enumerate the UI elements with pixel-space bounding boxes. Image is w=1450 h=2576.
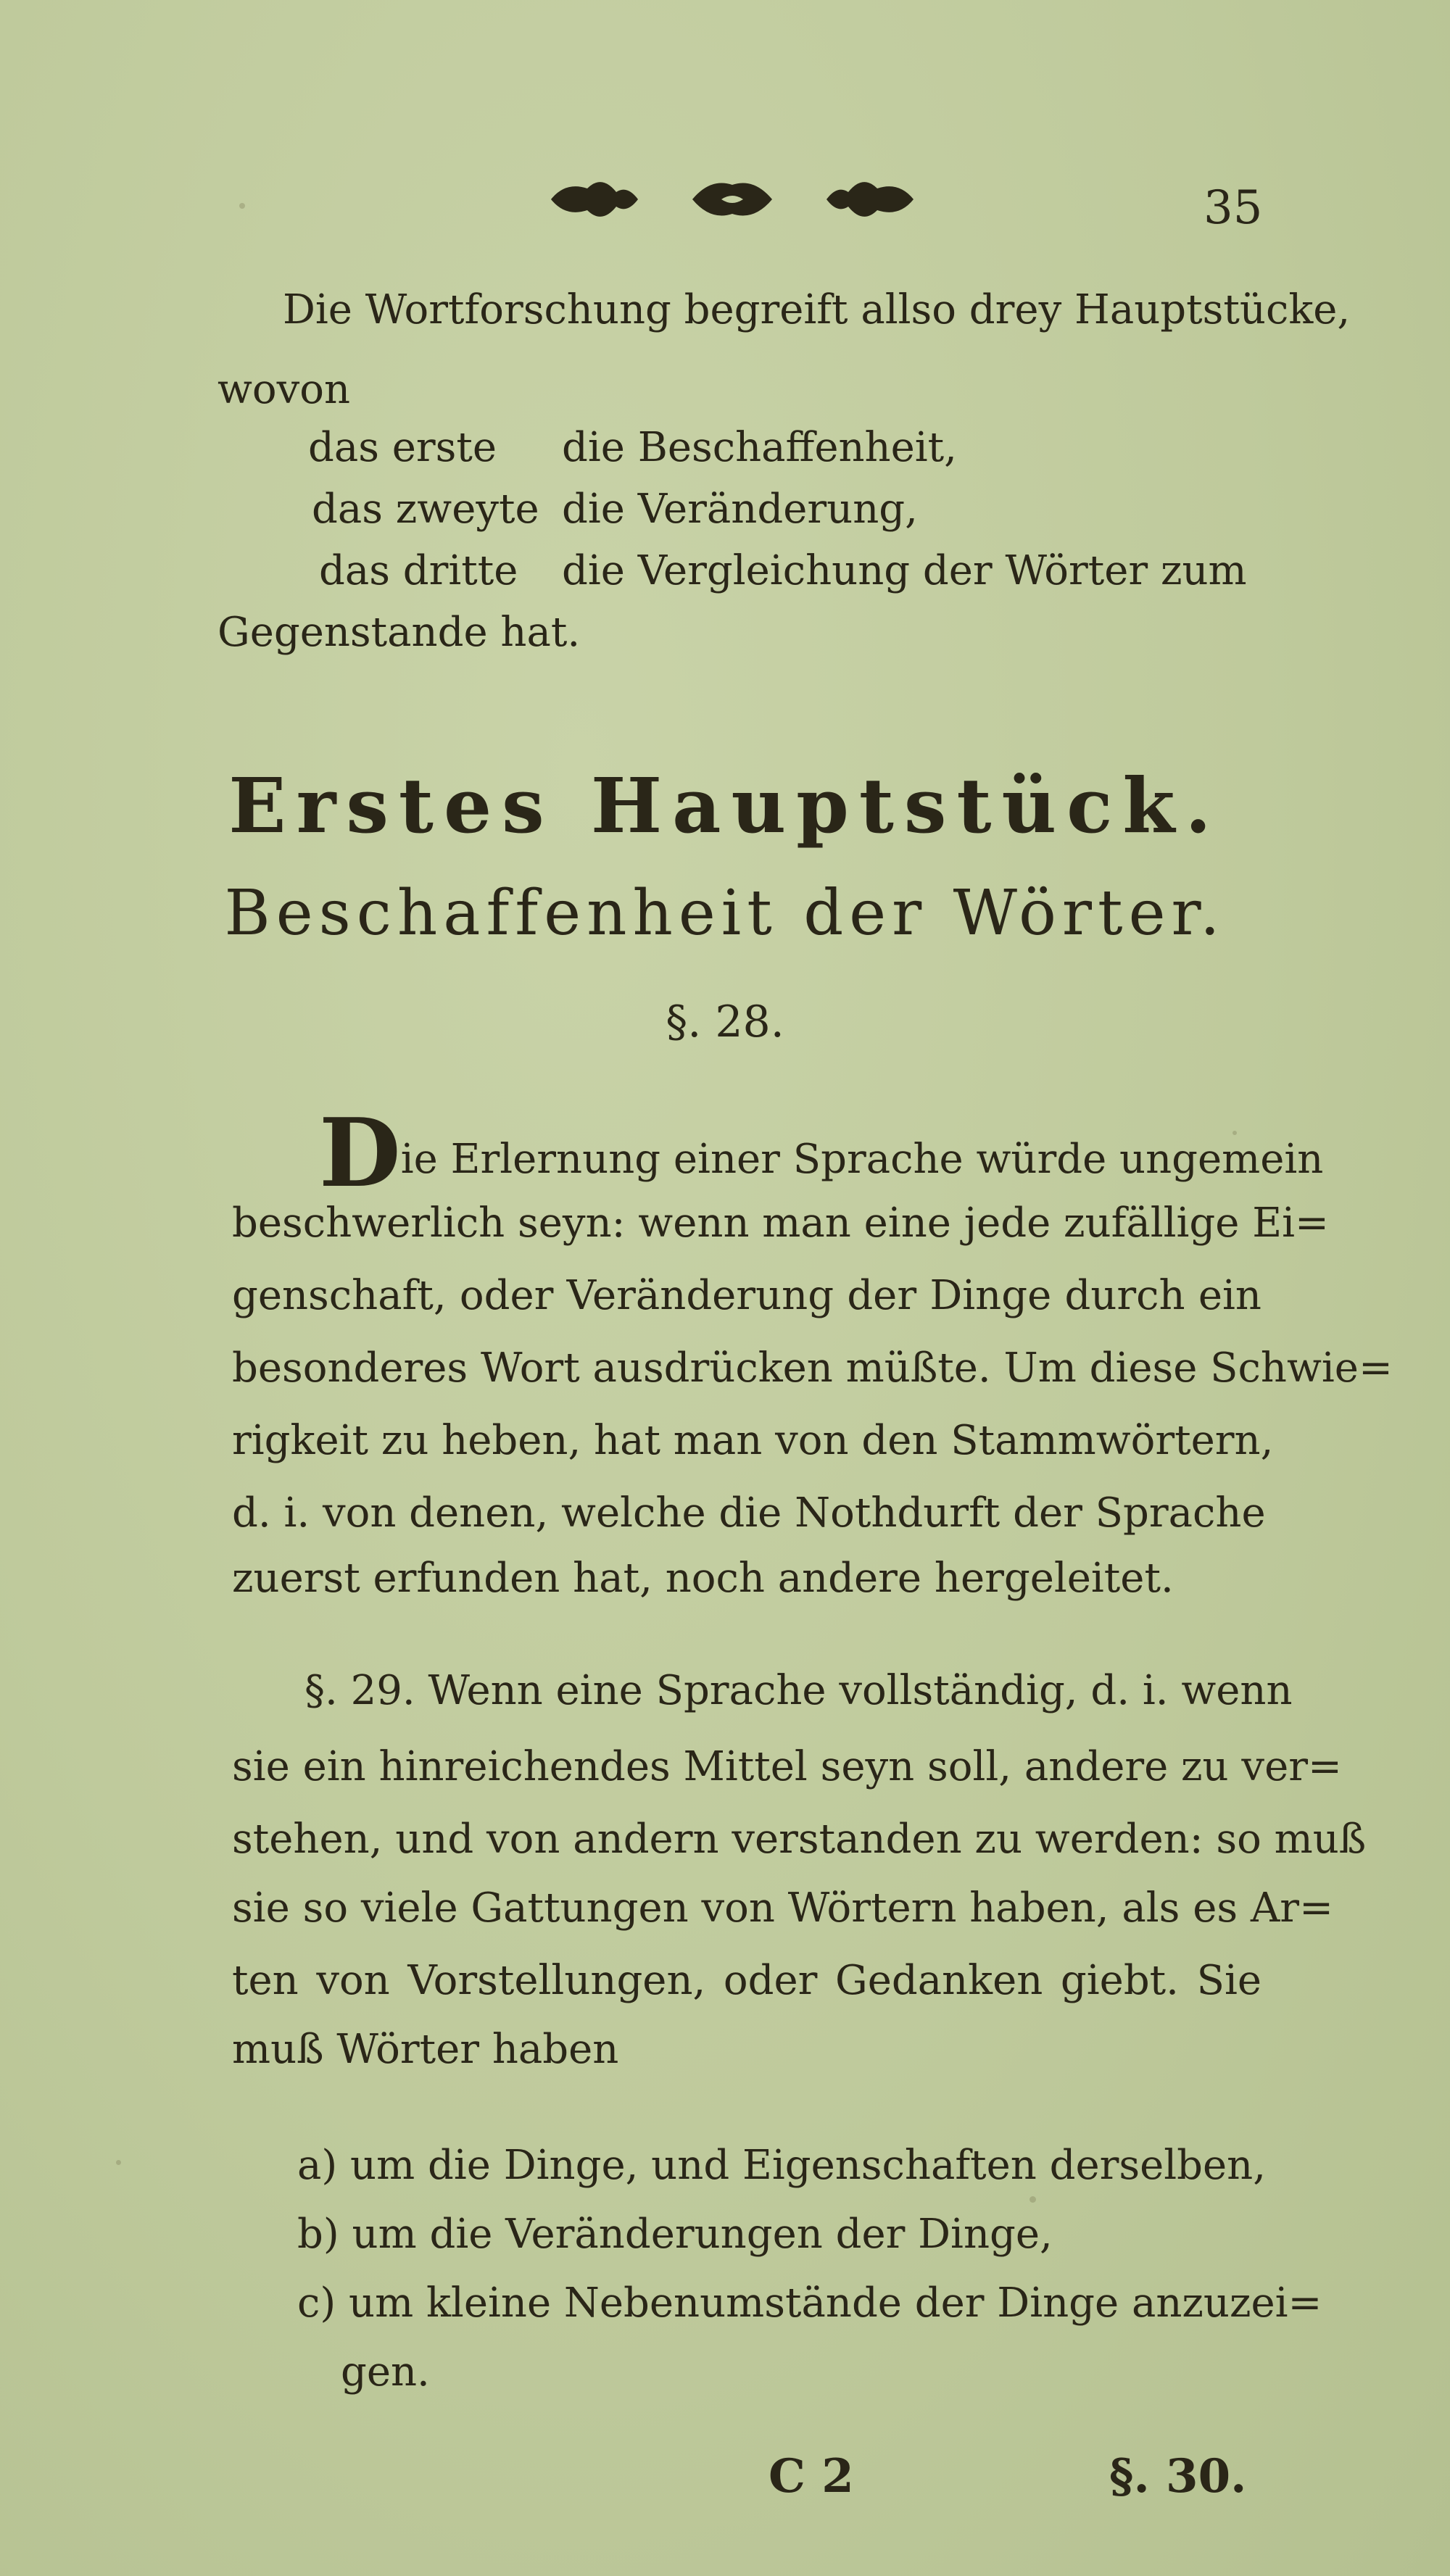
list-item [297,2211,1053,2258]
section-number: §. 28. [666,997,784,1047]
intro-item-label: das erste [308,424,497,471]
list-text: um die Veränderungen der Dinge, [352,2211,1053,2258]
paragraph-29-line: sie ein hinreichendes Mittel seyn soll, andere zu ver= [232,1743,1342,1790]
paragraph-29-line: sie so viele Gattungen von Wörtern haben, als es Ar= [232,1885,1333,1932]
intro-item-text: die Vergleichung der Wörter zum [562,547,1247,594]
list-item [297,2142,1266,2189]
intro-line-2: wovon [218,366,351,413]
paper-speck [116,2160,121,2165]
paragraph-29-last-line: muß Wörter haben [232,2026,619,2073]
intro-item-label: das dritte [319,547,518,594]
header-ornament-icon [536,167,928,232]
intro-item-label: das zweyte [312,486,539,533]
dropcap: D [319,1097,401,1208]
list-text: um die Dinge, und Eigenschaften derselben, [350,2142,1266,2189]
list-item [297,2280,1322,2327]
intro-line-end: Gegenstande hat. [218,609,581,656]
intro-line-1: Die Wortforschung begreift allso drey Hauptstücke, [283,286,1351,333]
list-marker: b) [297,2211,339,2258]
chapter-subtitle: Beschaffenheit der Wörter. [224,877,1226,950]
paragraph-29-line: §. 29. Wenn eine Sprache vollständig, d. i. wenn [304,1667,1293,1714]
paragraph-29-line: stehen, und von andern verstanden zu werden: so muß [232,1816,1367,1863]
paragraph-28-last-line: zuerst erfunden hat, noch andere hergeleitet. [232,1555,1174,1602]
list-marker: c) [297,2280,336,2327]
list-text: um kleine Nebenumstände der Dinge anzuzei= [349,2280,1322,2327]
chapter-title: Erstes Hauptstück. [228,761,1222,850]
paper-speck [1030,2196,1036,2203]
list-end: gen. [341,2348,430,2396]
list-marker: a) [297,2142,338,2189]
paragraph-28-line: Die Erlernung einer Sprache würde ungemein [319,1097,1324,1208]
intro-item-text: die Veränderung, [562,486,918,533]
paragraph-29-line: ten von Vorstellungen, oder Gedanken giebt. Sie [232,1957,1262,2004]
signature-mark: C 2 [768,2449,854,2504]
page-number: 35 [1204,181,1263,235]
catchword: §. 30. [1109,2449,1247,2504]
paragraph-28-line: rigkeit zu heben, hat man von den Stammwörtern, [232,1417,1274,1464]
paragraph-28-line: beschwerlich seyn: wenn man eine jede zufällige Ei= [232,1200,1329,1247]
intro-item-text: die Beschaffenheit, [562,424,957,471]
paragraph-28-line: genschaft, oder Veränderung der Dinge durch ein [232,1272,1262,1319]
paragraph-28-line: d. i. von denen, welche die Nothdurft der Sprache [232,1489,1266,1537]
paragraph-28-line: besonderes Wort ausdrücken müßte. Um diese Schwie= [232,1345,1393,1392]
paper-speck [239,203,245,209]
